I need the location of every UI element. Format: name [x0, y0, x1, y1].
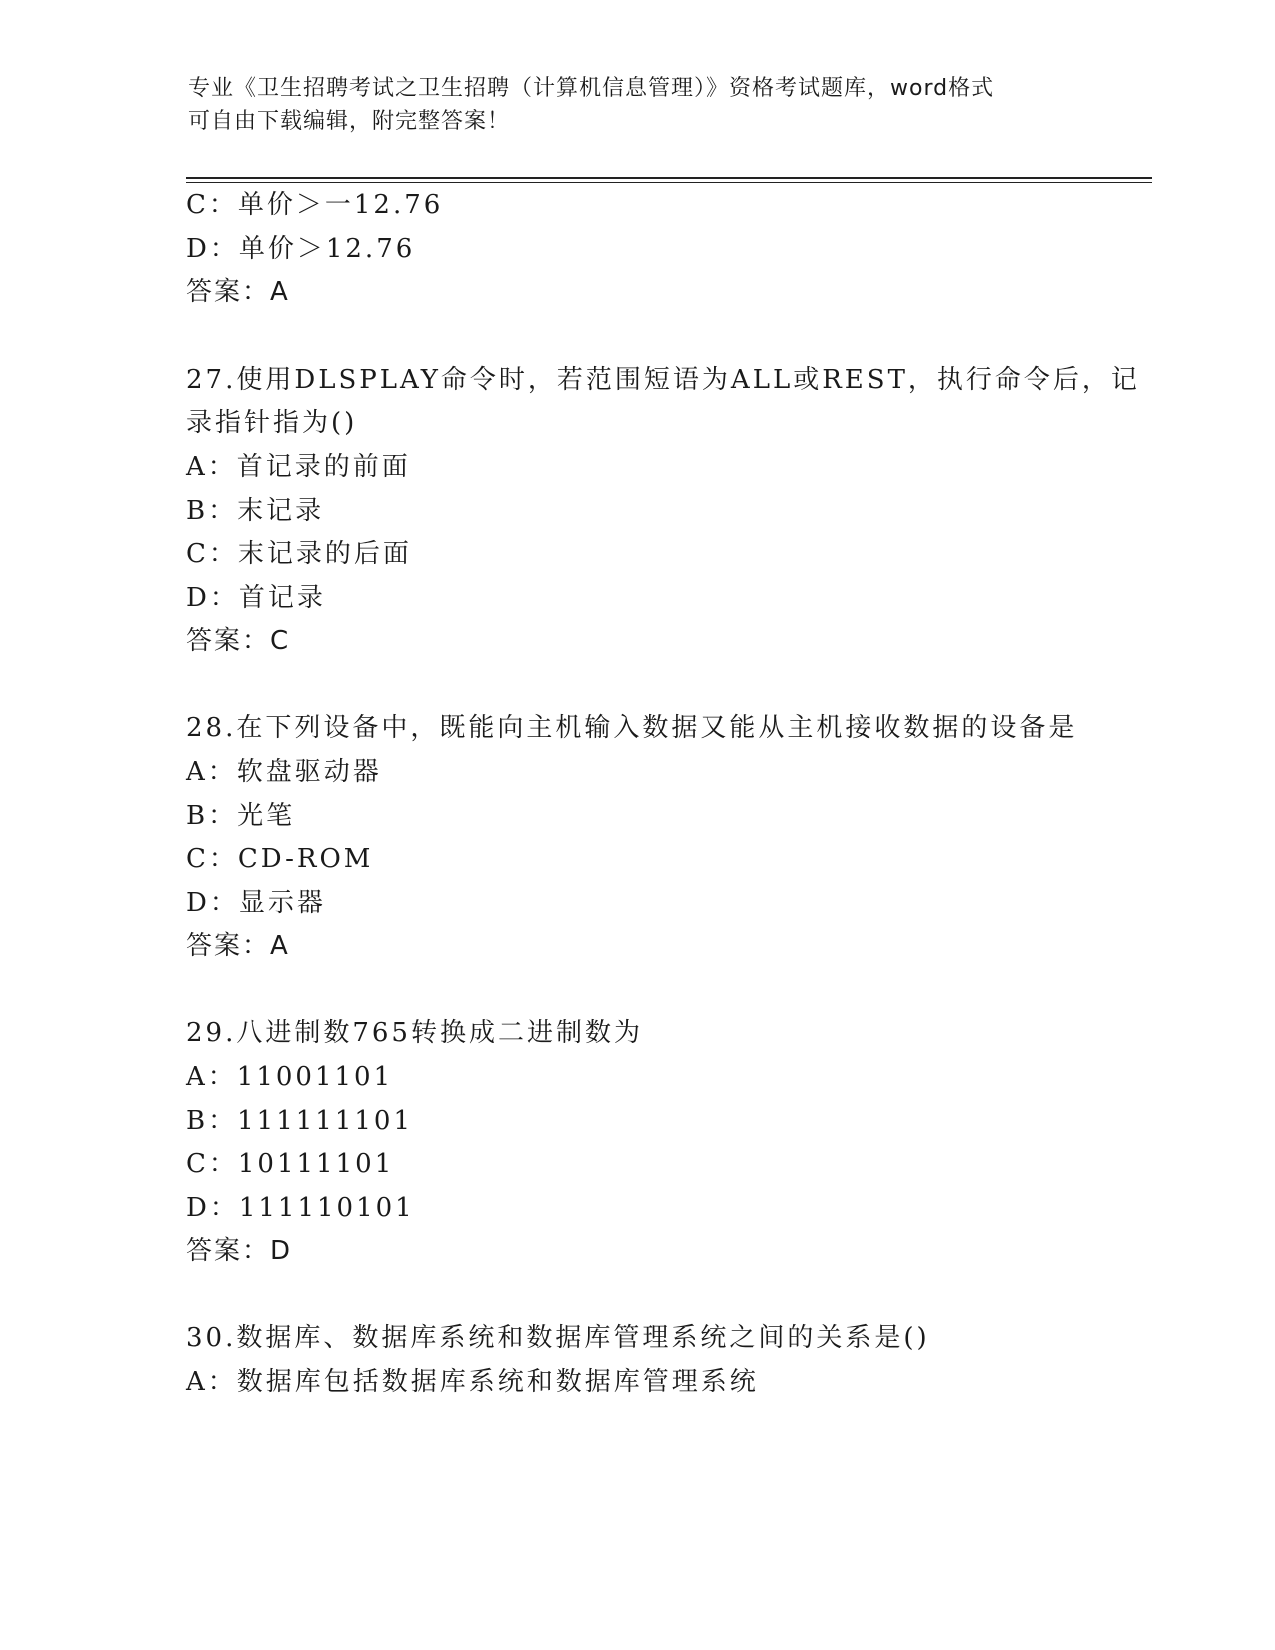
q26-option-c: C：单价＞一12.76: [186, 190, 444, 220]
header-divider-thick: [186, 177, 1152, 179]
q29-option-a: A：11001101: [186, 1062, 394, 1092]
header-title-line-2: 可自由下载编辑，附完整答案！: [188, 109, 511, 134]
page-header: [188, 72, 1068, 138]
q27-stem-line-2: 录指针指为(): [186, 408, 358, 438]
q29-option-c: C：10111101: [186, 1149, 395, 1179]
q26-option-d: D：单价＞12.76: [186, 234, 416, 264]
q29-answer: 答案：D: [186, 1236, 293, 1266]
q26-answer: 答案：A: [186, 277, 290, 307]
q29-option-d: D：111110101: [186, 1193, 415, 1223]
q27-answer: 答案：C: [186, 626, 291, 656]
q27-option-d: D：首记录: [186, 583, 326, 613]
q28-stem: 28.在下列设备中，既能向主机输入数据又能从主机接收数据的设备是: [186, 713, 1078, 743]
q28-option-c: C：CD-ROM: [186, 844, 374, 874]
q28-option-a: A：软盘驱动器: [186, 757, 382, 787]
q27-option-b: B：末记录: [186, 496, 325, 526]
q30-stem: 30.数据库、数据库系统和数据库管理系统之间的关系是(): [186, 1323, 930, 1353]
header-title-line-1: 专业《卫生招聘考试之卫生招聘（计算机信息管理）》资格考试题库，word格式: [188, 76, 995, 101]
q28-option-b: B：光笔: [186, 801, 296, 831]
q30-option-a: A：数据库包括数据库系统和数据库管理系统: [186, 1367, 759, 1397]
q29-stem: 29.八进制数765转换成二进制数为: [186, 1018, 643, 1048]
q27-option-a: A：首记录的前面: [186, 452, 411, 482]
header-divider-thin: [186, 182, 1152, 183]
q29-option-b: B：111111101: [186, 1106, 413, 1136]
q27-stem-line-1: 27.使用DLSPLAY命令时，若范围短语为ALL或REST，执行命令后，记: [186, 365, 1140, 395]
q28-option-d: D：显示器: [186, 888, 326, 918]
q27-option-c: C：末记录的后面: [186, 539, 412, 569]
q28-answer: 答案：A: [186, 931, 290, 961]
